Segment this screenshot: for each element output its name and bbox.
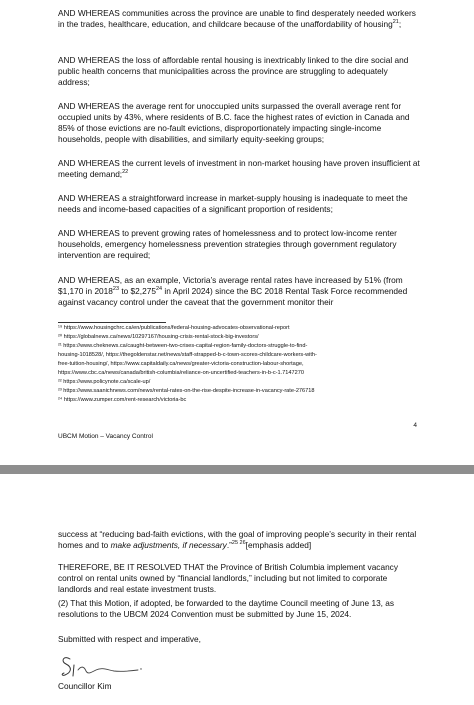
- closing-line: Submitted with respect and imperative,: [58, 634, 201, 644]
- footnote-ref: 25 26: [231, 540, 246, 547]
- paragraph-text: AND WHEREAS to prevent growing rates of homelessness and to protect low-income renter households, emergency homelessness prevention strategies through government regulatory intervention are required;: [58, 228, 397, 260]
- whereas-paragraph-1: [58, 8, 420, 30]
- footnote-21-cont[interactable]: free-tuition-housing/, https://www.capitaldaily.ca/news/greater-victoria-construction-labour-shortage,: [58, 361, 304, 367]
- paragraph-text: AND WHEREAS communities across the province are unable to find desperately needed workers in the trades, healthcare, education, and childcare because of the unaffordability of housing: [58, 8, 416, 29]
- paragraph-text: AND WHEREAS a straightforward increase in market-supply housing is inadequate to meet the needs and income-based capacities of a significant proportion of residents;: [58, 193, 408, 214]
- whereas-paragraph-5: [58, 193, 420, 215]
- footnote-ref: 24: [155, 286, 163, 293]
- footnote-20[interactable]: ²⁰ https://globalnews.ca/news/10297167/housing-crisis-rental-stock-big-investors/: [58, 334, 259, 340]
- footnote-23[interactable]: ²³ https://www.saanichnews.com/news/rental-rates-on-the-rise-despite-increase-in-vacancy-rate-276718: [58, 388, 315, 394]
- footnote-ref: 23: [112, 286, 120, 293]
- emphasis-text: make adjustments, if necessary: [110, 539, 227, 550]
- footnote-19[interactable]: ¹⁹ https://www.housingchrc.ca/en/publications/federal-housing-advocates-observational-report: [58, 325, 290, 331]
- footnote-21-cont[interactable]: housing-1018528/, https://thegoldenstar.net/news/staff-strapped-b-c-town-scores-childcare-workers-with-: [58, 352, 317, 358]
- whereas-paragraph-4: [58, 158, 420, 180]
- footnote-21[interactable]: ²¹ https://www.cheknews.ca/caught-between-two-crises-capital-region-family-doctors-struggle-to-find-: [58, 343, 308, 349]
- whereas-paragraph-2: [58, 55, 420, 88]
- footnote-divider: [58, 322, 166, 323]
- signer-name: Councillor Kim: [58, 681, 112, 691]
- footnote-ref: 21: [392, 19, 399, 26]
- signature-image: [58, 652, 148, 682]
- whereas-paragraph-7: AND WHEREAS, as an example, Victoria’s average rental rates have increased by 51% (from $1,170 in 2018$^{23}$ to $2,275$^{24}$ in April 2024) since the BC 2018 Rental Task Force recommended against vacancy control under the caveat that the government monitor their: [58, 275, 408, 307]
- footnote-24[interactable]: ²⁴ https://www.zumper.com/rent-research/victoria-bc: [58, 397, 187, 403]
- page-number: 4: [413, 422, 417, 429]
- footnote-21-cont[interactable]: https://www.cbc.ca/news/canada/british-columbia/reliance-on-uncertified-teachers-in-b-c-1.7147270: [58, 370, 304, 376]
- paragraph-text: AND WHEREAS the current levels of investment in non-market housing have proven insufficient at meeting demand;: [58, 158, 420, 179]
- motion-clause-2: (2) That this Motion, if adopted, be forwarded to the daytime Council meeting of June 13, as resolutions to the UBCM 2024 Convention must be submitted by June 15, 2024.: [58, 598, 395, 619]
- resolved-paragraph: THEREFORE, BE IT RESOLVED THAT the Province of British Columbia implement vacancy control on rental units owned by “financial landlords,” including but not limited to corporate landlords and real estate investment trusts.: [58, 562, 398, 594]
- paragraph-tail: ;: [398, 18, 402, 29]
- whereas-paragraph-3: [58, 101, 420, 145]
- continuation-paragraph: success at “reducing bad-faith evictions, with the goal of improving people’s security in their rental homes and to make adjustments, if necessary.”$^{25 26}$[emphasis added]: [58, 529, 417, 550]
- footnote-ref: 22: [122, 169, 129, 176]
- whereas-paragraph-6: [58, 228, 420, 261]
- paragraph-text: AND WHEREAS the average rent for unoccupied units surpassed the overall average rent for occupied units by 43%, where residents of B.C. face the highest rates of eviction in Canada and 85% of those evictions are no-fault evictions, disproportionately impacting single-income households, people with disabilities, and similarly equity-seeking groups;: [58, 101, 410, 144]
- document-page-5: [0, 474, 474, 705]
- page-footer: UBCM Motion – Vacancy Control: [58, 433, 153, 440]
- footnote-22[interactable]: ²² https://www.policynote.ca/scale-up/: [58, 379, 151, 385]
- paragraph-text: AND WHEREAS the loss of affordable rental housing is inextricably linked to the dire social and public health concerns that municipalities across the province are struggling to adequately address;: [58, 55, 409, 87]
